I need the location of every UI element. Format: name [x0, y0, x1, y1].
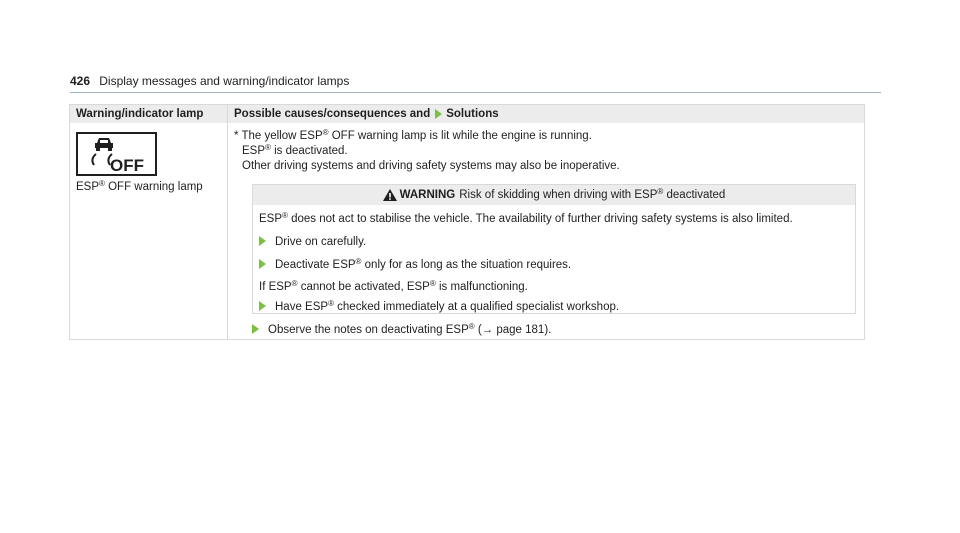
warning-bullet-2: Deactivate ESP® only for as long as the situation requires.: [259, 259, 571, 271]
warning-title: WARNING: [399, 189, 456, 201]
col-header-causes: [234, 108, 499, 120]
bullet-arrow-icon: [259, 236, 266, 246]
page-header: [70, 74, 881, 93]
esp-off-icon: [76, 132, 157, 176]
lamp-caption: [76, 181, 203, 193]
registered-mark: ®: [99, 179, 105, 188]
col-header-causes-label: Possible causes/consequences and: [234, 108, 431, 120]
col-header-solutions-label: Solutions: [446, 108, 499, 120]
lamp-caption-esp: ESP: [76, 181, 100, 193]
bullet-arrow-icon: [259, 301, 266, 311]
warning-subtitle: Risk of skidding when driving with ESP® deactivated: [459, 187, 726, 201]
warning-triangle-icon: [383, 189, 397, 201]
cause-line-1: * The yellow ESP® OFF warning lamp is lit while the engine is running.: [234, 128, 592, 142]
warning-bullet-3: Have ESP® checked immediately at a qualified specialist workshop.: [259, 301, 619, 313]
esp-off-icon-text: OFF: [110, 156, 144, 174]
cause-line-3: Other driving systems and driving safety systems may also be inoperative.: [242, 160, 620, 172]
observe-notes-line: Observe the notes on deactivating ESP® (→ page 181).: [252, 324, 551, 336]
arrow-right-icon: [435, 109, 442, 119]
bullet-arrow-icon: [252, 324, 259, 334]
warning-line-1: ESP® does not act to stabilise the vehicle. The availability of further driving safety systems is also limited.: [259, 211, 793, 225]
cause-line-2: ESP® is deactivated.: [242, 143, 348, 157]
column-divider: [227, 105, 228, 339]
page-section-title: Display messages and warning/indicator lamps: [99, 74, 350, 88]
warning-bullet-1: Drive on carefully.: [259, 236, 366, 248]
page-number: 426: [70, 74, 91, 88]
bullet-arrow-icon: [259, 259, 266, 269]
col-header-lamp: Warning/indicator lamp: [76, 108, 204, 120]
table-header: [70, 105, 864, 123]
lamp-caption-rest: OFF warning lamp: [104, 181, 203, 193]
page-reference-link[interactable]: (→ page 181).: [474, 324, 552, 336]
warning-line-2: If ESP® cannot be activated, ESP® is malfunctioning.: [259, 279, 528, 293]
causes-text: [234, 129, 860, 173]
warning-header: [253, 185, 855, 205]
warning-box: [252, 184, 856, 314]
warning-lamp-table: [69, 104, 865, 340]
